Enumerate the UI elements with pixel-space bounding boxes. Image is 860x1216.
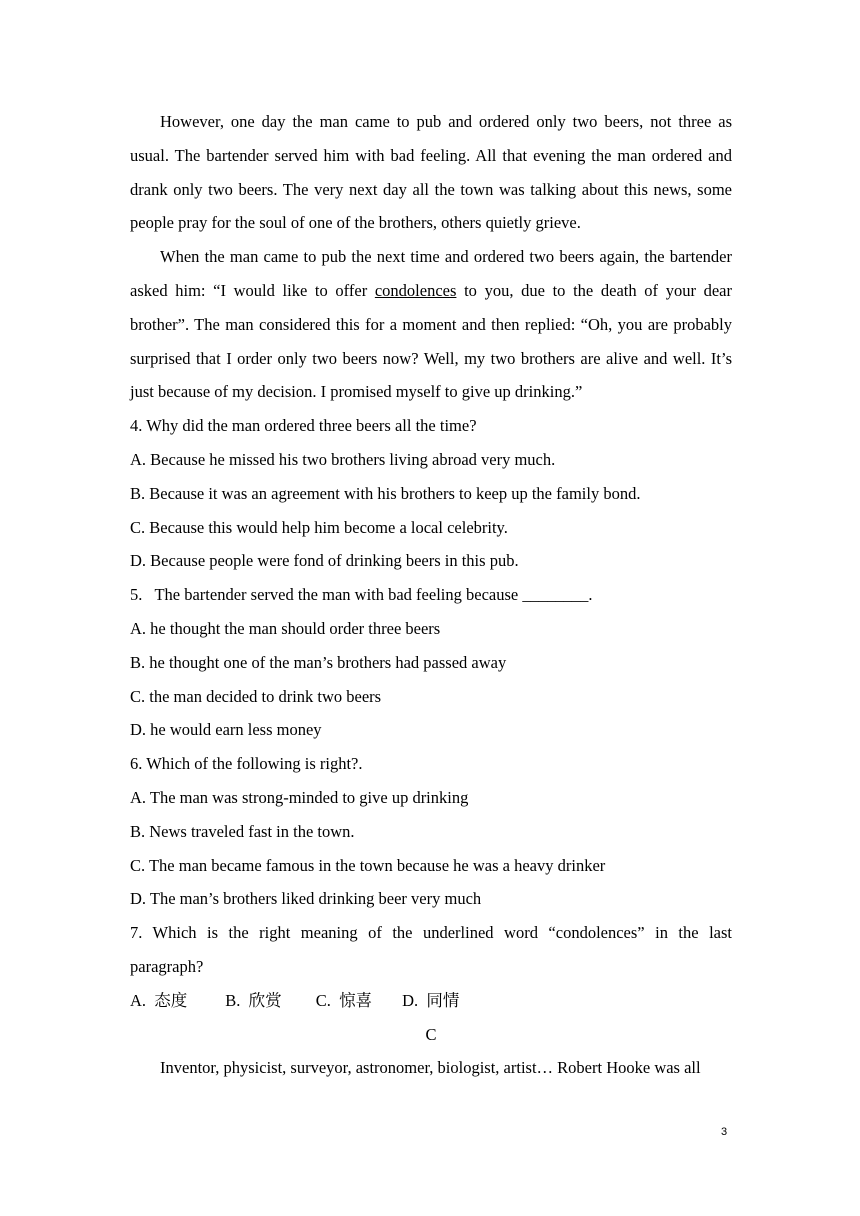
question-6 <box>130 747 732 916</box>
question-5-stem: 5. The bartender served the man with bad feeling because ________. <box>130 585 593 605</box>
question-4-stem: 4. Why did the man ordered three beers all the time? <box>130 416 477 436</box>
page-number: 3 <box>721 1126 728 1138</box>
question-4-option-b: B. Because it was an agreement with his brothers to keep up the family bond. <box>130 483 641 503</box>
question-7-option-b: B. 欣赏 <box>225 990 282 1010</box>
document-body <box>130 105 732 1085</box>
question-5-option-d: D. he would earn less money <box>130 720 322 740</box>
question-4-option-a: A. Because he missed his two brothers living abroad very much. <box>130 449 556 469</box>
question-6-stem: 6. Which of the following is right?. <box>130 754 363 774</box>
question-5-option-c: C. the man decided to drink two beers <box>130 686 382 706</box>
question-7-option-d: D. 同情 <box>402 990 460 1010</box>
section-heading: C <box>425 1024 437 1044</box>
question-5 <box>130 578 732 747</box>
question-4 <box>130 409 732 578</box>
question-7-option-c: C. 惊喜 <box>315 990 373 1010</box>
question-7 <box>130 916 732 1017</box>
next-passage-first-line: Inventor, physicist, surveyor, astronomer, biologist, artist… Robert Hooke was all <box>160 1058 701 1078</box>
question-4-option-d: D. Because people were fond of drinking beers in this pub. <box>130 551 519 571</box>
passage-paragraph-1: However, one day the man came to pub and ordered only two beers, not three as usual. The bartender served him with bad feeling. All that evening the man ordered and drank only two beers. The very next day all the town was talking about this news, some people pray for the soul of one of the brothers, others quietly grieve. <box>130 112 732 233</box>
question-6-option-d: D. The man’s brothers liked drinking beer very much <box>130 889 482 909</box>
question-5-option-b: B. he thought one of the man’s brothers had passed away <box>130 652 507 672</box>
question-7-option-a: A. 态度 <box>130 990 188 1010</box>
question-4-option-c: C. Because this would help him become a local celebrity. <box>130 517 508 537</box>
question-6-option-b: B. News traveled fast in the town. <box>130 821 355 841</box>
question-6-option-a: A. The man was strong-minded to give up drinking <box>130 787 469 807</box>
underlined-word-condolences: condolences <box>374 280 457 300</box>
question-7-options <box>130 984 732 1018</box>
question-7-stem: 7. Which is the right meaning of the underlined word “condolences” in the last paragraph? <box>130 923 732 976</box>
question-6-option-c: C. The man became famous in the town because he was a heavy drinker <box>130 855 606 875</box>
question-5-option-a: A. he thought the man should order three beers <box>130 618 441 638</box>
passage-paragraph-2 <box>130 240 732 409</box>
paragraph-2-text-start: When the man came to pub the next time and ordered two beers again, the bartender asked him: “I would like to offer <box>130 247 732 300</box>
paragraph-2-text-end: to you, due to the death of your dear brother”. The man considered this for a moment and then replied: “Oh, you are probably surprised that I order only two beers now? Well, my two brothers are alive and well. It’s just because of my decision. I promised myself to give up drinking.” <box>130 280 732 402</box>
